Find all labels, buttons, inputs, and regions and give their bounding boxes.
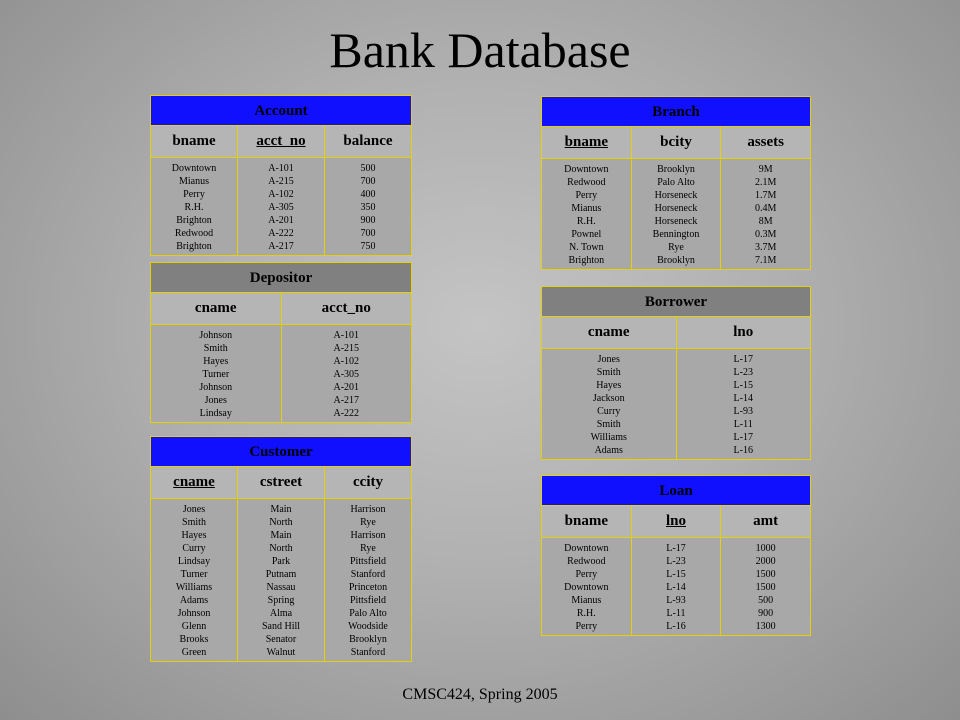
customer-column-header-label: ccity (353, 474, 383, 490)
depositor-cell: Smith (203, 343, 228, 354)
loan-column-header (631, 506, 721, 537)
customer-cell: Hayes (181, 530, 207, 541)
branch-cell: Downtown (564, 164, 609, 175)
depositor-column-header-label: acct_no (321, 300, 371, 316)
customer-cell: Brooks (179, 634, 209, 645)
branch-cell: 7.1M (754, 255, 777, 266)
loan-cell: L-23 (666, 556, 686, 567)
account-cell: 350 (360, 202, 376, 213)
loan-data-column (631, 538, 721, 635)
depositor-header-row (151, 293, 411, 325)
customer-cell: North (269, 543, 293, 554)
branch-cell: N. Town (568, 242, 604, 253)
branch-data-column (631, 159, 721, 269)
account-cell: 500 (360, 163, 376, 174)
customer-cell: Senator (265, 634, 297, 645)
borrower-cell: L-17 (733, 354, 753, 365)
branch-cell: Brooklyn (657, 164, 695, 175)
depositor-column-header-label: cname (194, 300, 237, 316)
slide-footer: CMSC424, Spring 2005 (402, 686, 558, 703)
customer-cell: Princeton (348, 582, 388, 593)
loan-table-title: Loan (542, 476, 810, 506)
borrower-cell: L-93 (733, 406, 753, 417)
loan-data-column (720, 538, 810, 635)
branch-cell: Rye (668, 242, 684, 253)
loan-column-header (720, 506, 810, 537)
depositor-column-header (281, 293, 412, 324)
branch-cell: Horseneck (654, 190, 698, 201)
customer-header-row (151, 467, 411, 499)
branch-cell: Perry (575, 190, 598, 201)
account-cell: A-222 (268, 228, 294, 239)
customer-column-header-label: cname (173, 474, 215, 490)
loan-cell: 500 (758, 595, 774, 606)
branch-table (541, 96, 811, 270)
customer-cell: Williams (175, 582, 213, 593)
branch-column-header (542, 127, 631, 158)
account-cell: 900 (360, 215, 376, 226)
customer-data-column (324, 499, 411, 661)
loan-cell: Redwood (567, 556, 606, 567)
depositor-cell: Johnson (199, 330, 233, 341)
depositor-column-header (151, 293, 281, 324)
account-cell: A-102 (268, 189, 294, 200)
customer-data-body (151, 499, 411, 661)
depositor-cell: Jones (204, 395, 227, 406)
account-data-column (324, 158, 411, 255)
loan-data-column (542, 538, 631, 635)
slide-title: Bank Database (329, 22, 631, 78)
account-cell: A-215 (268, 176, 294, 187)
loan-column-header-label: bname (564, 513, 608, 529)
depositor-data-column (281, 325, 412, 422)
loan-column-header (542, 506, 631, 537)
branch-cell: Horseneck (654, 216, 698, 227)
account-cell: Mianus (179, 176, 209, 187)
borrower-column-header-label: lno (733, 324, 754, 340)
branch-cell: 8M (758, 216, 773, 227)
customer-cell: Sand Hill (261, 621, 301, 632)
account-column-header (324, 126, 411, 157)
borrower-table-title: Borrower (542, 287, 810, 317)
customer-column-header (324, 467, 411, 498)
customer-column-header-label: cstreet (259, 474, 303, 490)
borrower-cell: Williams (590, 432, 627, 443)
customer-cell: Nassau (266, 582, 296, 593)
depositor-cell: Lindsay (199, 408, 232, 419)
account-cell: Redwood (174, 228, 214, 239)
customer-cell: Rye (360, 517, 376, 528)
customer-cell: Pittsfield (349, 556, 387, 567)
branch-cell: 0.3M (754, 229, 777, 240)
borrower-cell: Jones (597, 354, 620, 365)
loan-table (541, 475, 811, 636)
customer-cell: Smith (182, 517, 206, 528)
account-data-column (237, 158, 324, 255)
borrower-table (541, 286, 811, 460)
depositor-data-body (151, 325, 411, 422)
account-cell: A-201 (268, 215, 294, 226)
customer-cell: Woodside (348, 621, 388, 632)
branch-cell: 9M (758, 164, 773, 175)
branch-cell: Redwood (567, 177, 606, 188)
account-cell: 700 (360, 228, 376, 239)
borrower-header-row (542, 317, 810, 349)
borrower-cell: L-17 (733, 432, 753, 443)
branch-cell: Brighton (568, 255, 605, 266)
borrower-data-body (542, 349, 810, 459)
customer-column-header (237, 467, 324, 498)
account-cell: Brighton (176, 241, 212, 252)
account-cell: Downtown (171, 163, 217, 174)
loan-column-header-label: lno (666, 513, 687, 529)
depositor-cell: A-222 (333, 408, 360, 419)
depositor-cell: A-201 (333, 382, 360, 393)
account-data-body (151, 158, 411, 255)
customer-cell: Stanford (350, 647, 386, 658)
customer-cell: Harrison (350, 530, 386, 541)
account-cell: Perry (183, 189, 205, 200)
customer-cell: Pittsfield (349, 595, 387, 606)
loan-cell: R.H. (576, 608, 596, 619)
branch-data-column (720, 159, 810, 269)
loan-cell: L-14 (666, 582, 686, 593)
depositor-cell: Hayes (203, 356, 229, 367)
borrower-cell: Adams (594, 445, 623, 456)
borrower-cell: Smith (596, 419, 621, 430)
depositor-cell: Johnson (199, 382, 233, 393)
customer-cell: Adams (179, 595, 209, 606)
customer-cell: Walnut (266, 647, 296, 658)
account-cell: A-217 (268, 241, 294, 252)
account-cell: 400 (360, 189, 376, 200)
depositor-cell: A-305 (333, 369, 360, 380)
branch-column-header (631, 127, 721, 158)
branch-column-header-label: bcity (660, 134, 692, 150)
loan-cell: L-93 (666, 595, 686, 606)
branch-cell: Horseneck (654, 203, 698, 214)
borrower-cell: Smith (596, 367, 621, 378)
loan-cell: 900 (758, 608, 774, 619)
borrower-cell: L-14 (733, 393, 753, 404)
branch-data-body (542, 159, 810, 269)
depositor-cell: Turner (202, 369, 230, 380)
borrower-cell: L-11 (733, 419, 753, 430)
customer-cell: Park (271, 556, 291, 567)
branch-cell: Palo Alto (657, 177, 695, 188)
customer-table-title: Customer (151, 437, 411, 467)
depositor-data-column (151, 325, 281, 422)
borrower-column-header (542, 317, 676, 348)
branch-cell: Mianus (571, 203, 602, 214)
loan-cell: Perry (575, 621, 598, 632)
loan-cell: 1500 (755, 582, 776, 593)
customer-cell: Rye (360, 543, 376, 554)
account-cell: R.H. (184, 202, 204, 213)
branch-cell: 3.7M (754, 242, 777, 253)
depositor-cell: A-101 (333, 330, 360, 341)
branch-header-row (542, 127, 810, 159)
customer-cell: Jones (182, 504, 206, 515)
depositor-table-title: Depositor (151, 263, 411, 293)
borrower-cell: Curry (597, 406, 621, 417)
loan-cell: Perry (575, 569, 598, 580)
account-header-row (151, 126, 411, 158)
borrower-cell: L-15 (733, 380, 753, 391)
account-column-header (151, 126, 237, 157)
customer-table (150, 436, 412, 662)
customer-cell: Putnam (265, 569, 297, 580)
branch-cell: Bennington (652, 229, 700, 240)
borrower-column-header (676, 317, 811, 348)
customer-cell: Curry (182, 543, 206, 554)
account-data-column (151, 158, 237, 255)
depositor-cell: A-217 (333, 395, 360, 406)
account-cell: A-305 (268, 202, 294, 213)
borrower-cell: Jackson (592, 393, 625, 404)
customer-cell: Harrison (350, 504, 386, 515)
branch-column-header-label: assets (747, 134, 785, 150)
loan-cell: L-17 (666, 543, 686, 554)
customer-cell: Lindsay (177, 556, 211, 567)
customer-cell: Brooklyn (349, 634, 387, 645)
loan-cell: 2000 (755, 556, 776, 567)
loan-cell: 1000 (755, 543, 776, 554)
branch-cell: 0.4M (754, 203, 777, 214)
customer-cell: Glenn (181, 621, 207, 632)
borrower-cell: L-16 (733, 445, 753, 456)
branch-cell: Pownel (571, 229, 602, 240)
depositor-table (150, 262, 412, 423)
account-column-header-label: acct_no (256, 133, 306, 149)
branch-table-title: Branch (542, 97, 810, 127)
branch-cell: 2.1M (754, 177, 777, 188)
customer-cell: Green (181, 647, 207, 658)
depositor-cell: A-215 (333, 343, 360, 354)
account-column-header (237, 126, 324, 157)
branch-cell: 1.7M (754, 190, 777, 201)
loan-cell: Mianus (571, 595, 602, 606)
customer-cell: Main (270, 504, 292, 515)
borrower-cell: Hayes (596, 380, 622, 391)
account-cell: 750 (360, 241, 376, 252)
customer-cell: Johnson (177, 608, 211, 619)
borrower-column-header-label: cname (587, 324, 630, 340)
loan-data-body (542, 538, 810, 635)
depositor-cell: A-102 (333, 356, 360, 367)
customer-cell: Turner (180, 569, 208, 580)
account-cell: A-101 (268, 163, 294, 174)
borrower-cell: L-23 (733, 367, 753, 378)
branch-column-header (720, 127, 810, 158)
account-table (150, 95, 412, 256)
customer-cell: Stanford (350, 569, 386, 580)
loan-cell: 1500 (755, 569, 776, 580)
customer-cell: Main (270, 530, 292, 541)
loan-cell: Downtown (564, 582, 609, 593)
loan-cell: L-11 (666, 608, 686, 619)
loan-column-header-label: amt (753, 513, 779, 529)
customer-cell: North (269, 517, 293, 528)
customer-cell: Alma (269, 608, 293, 619)
customer-column-header (151, 467, 237, 498)
customer-data-column (237, 499, 324, 661)
account-cell: 700 (360, 176, 376, 187)
account-column-header-label: balance (343, 133, 393, 149)
branch-cell: R.H. (576, 216, 596, 227)
branch-column-header-label: bname (564, 134, 608, 150)
loan-cell: L-15 (666, 569, 686, 580)
loan-cell: L-16 (666, 621, 686, 632)
branch-data-column (542, 159, 631, 269)
customer-data-column (151, 499, 237, 661)
loan-header-row (542, 506, 810, 538)
borrower-data-column (676, 349, 811, 459)
account-table-title: Account (151, 96, 411, 126)
account-cell: Brighton (176, 215, 212, 226)
customer-cell: Palo Alto (349, 608, 387, 619)
customer-cell: Spring (267, 595, 295, 606)
loan-cell: 1300 (755, 621, 776, 632)
branch-cell: Brooklyn (657, 255, 695, 266)
account-column-header-label: bname (172, 133, 216, 149)
borrower-data-column (542, 349, 676, 459)
loan-cell: Downtown (564, 543, 609, 554)
